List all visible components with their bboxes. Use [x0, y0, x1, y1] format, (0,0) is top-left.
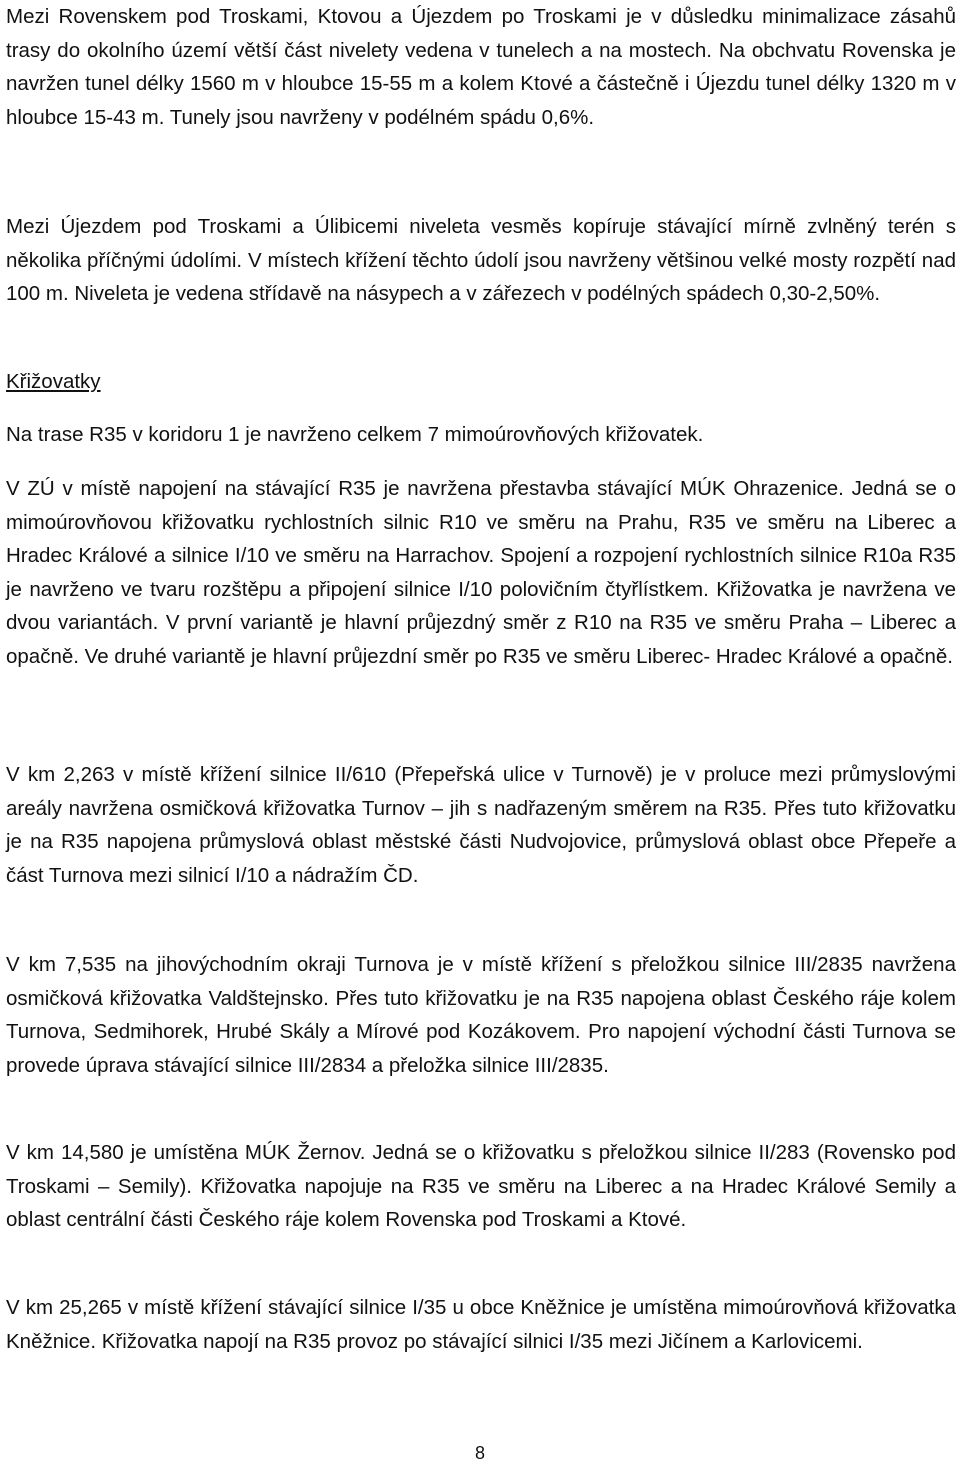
section-heading-krizovatky: Křižovatky [6, 370, 101, 393]
page-number: 8 [474, 1443, 485, 1463]
paragraph-kneznice: V km 25,265 v místě křížení stávající silnice I/35 u obce Kněžnice je umístěna mimoúrovňová křižovatka Kněžnice. Křižovatka napojí na R35 provoz po stávající silnici I/35 mezi Jičínem a Karlovicemi. [6, 1296, 956, 1353]
paragraph-muk-ohrazenice: V ZÚ v místě napojení na stávající R35 je navržena přestavba stávající MÚK Ohrazenice. Jedná se o mimoúrovňovou křižovatku rychlostních silnic R10 ve směru na Prahu, R35 ve směru na Liberec a Hradec Králové a silnice I/10 ve směru na Harrachov. Spojení a rozpojení rychlostních silnice R10a R35 je navrženo ve tvaru rozštěpu a připojení silnice I/10 polovičním čtyřlístkem. Křižovatka je navržena ve dvou variantách. V první variantě je hlavní průjezdný směr z R10 na R35 ve směru Praha – Liberec a opačně. Ve druhé variantě je hlavní průjezdní směr po R35 ve směru Liberec- Hradec Králové a opačně. [6, 477, 956, 668]
paragraph-tunnels: Mezi Rovenskem pod Troskami, Ktovou a Újezdem po Troskami je v důsledku minimalizace zásahů trasy do okolního území větší část nivelety vedena v tunelech a na mostech. Na obchvatu Rovenska je navržen tunel délky 1560 m v hloubce 15-55 m a kolem Ktové a částečně i Újezdu tunel délky 1320 m v hloubce 15-43 m. Tunely jsou navrženy v podélném spádu 0,6%. [6, 5, 956, 129]
paragraph-niveleta: Mezi Újezdem pod Troskami a Úlibicemi niveleta vesměs kopíruje stávající mírně zvlněný terén s několika příčnými údolími. V místech křížení těchto údolí jsou navrženy většinou velké mosty rozpětí nad 100 m. Niveleta je vedena střídavě na násypech a v zářezech v podélných spádech 0,30-2,50%. [6, 215, 956, 305]
paragraph-turnov-jih: V km 2,263 v místě křížení silnice II/610 (Přepeřská ulice v Turnově) je v proluce mezi průmyslovými areály navržena osmičková křižovatka Turnov – jih s nadřazeným směrem na R35. Přes tuto křižovatku je na R35 napojena průmyslová oblast městské části Nudvojovice, průmyslová oblast obce Přepeře a část Turnova mezi silnicí I/10 a nádražím ČD. [6, 763, 956, 887]
paragraph-valdstejnsko: V km 7,535 na jihovýchodním okraji Turnova je v místě křížení s přeložkou silnice III/2835 navržena osmičková křižovatka Valdštejnsko. Přes tuto křižovatku je na R35 napojena oblast Českého ráje kolem Turnova, Sedmihorek, Hrubé Skály a Mírové pod Kozákovem. Pro napojení východní části Turnova se provede úprava stávající silnice III/2834 a přeložka silnice III/2835. [6, 953, 956, 1077]
paragraph-intersections-count: Na trase R35 v koridoru 1 je navrženo celkem 7 mimoúrovňových křižovatek. [6, 423, 704, 446]
paragraph-muk-zernov: V km 14,580 je umístěna MÚK Žernov. Jedná se o křižovatku s přeložkou silnice II/283 (Rovensko pod Troskami – Semily). Křižovatka napojuje na R35 ve směru na Liberec a na Hradec Králové Semily a oblast centrální části Českého ráje kolem Rovenska pod Troskami a Ktové. [6, 1141, 956, 1231]
